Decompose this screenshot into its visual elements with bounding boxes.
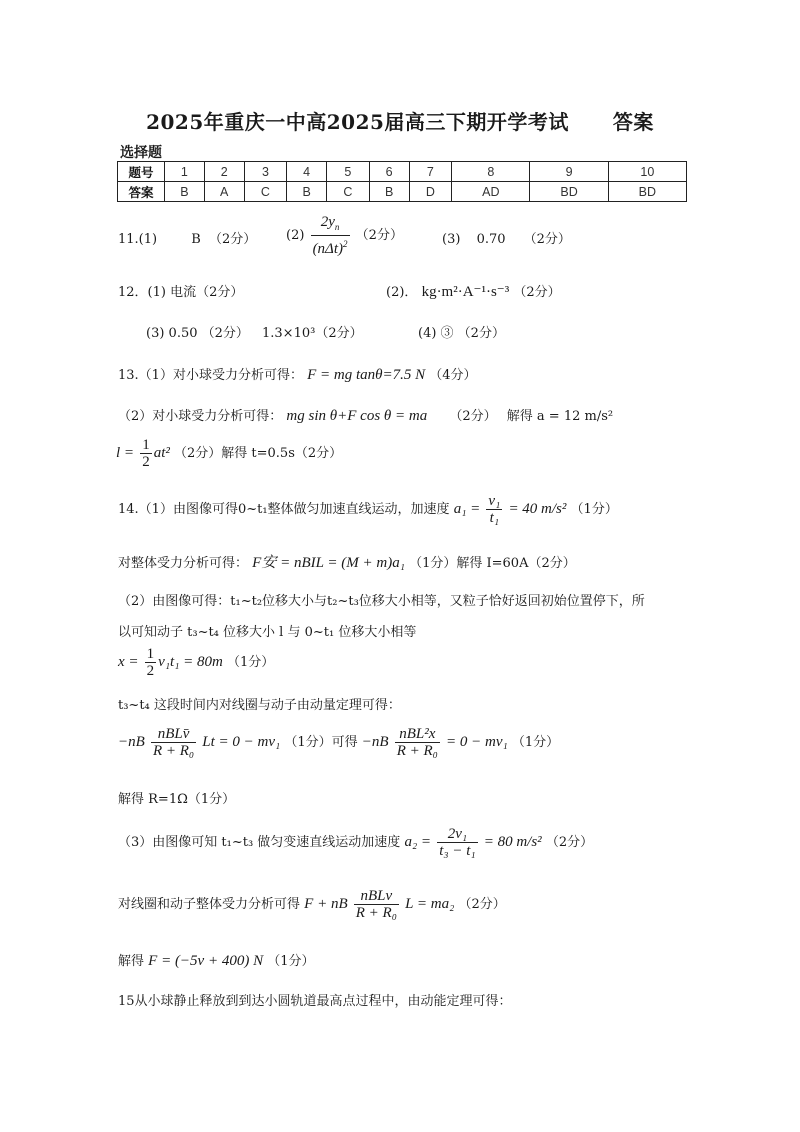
q14-fraction-impulse: $\frac{\text{nBLv̄}}{\text{R + R₀}}$ — [152, 726, 195, 759]
q12-line2b: 1.3×10³（2分） — [262, 326, 363, 341]
table-cell: 10 — [608, 162, 686, 182]
q14-line5: x = $\frac{1}{2}$ v₁t₁ = 80m （1分） — [118, 646, 275, 679]
title-main: 2025年重庆一中高2025届高三下期开学考试 — [146, 110, 569, 134]
q14-line10: 对线圈和动子整体受力分析可得 F + nB $\frac{\text{nBLv}}{\text{R + R₀}}$ L = ma₂ （2分） — [118, 888, 506, 921]
q14-line2: 对整体受力分析可得： F安 = nBIL = (M + m)a₁ （1分）解得 I=60A（2分） — [118, 555, 576, 571]
table-cell: A — [204, 182, 244, 202]
table-cell: B — [369, 182, 409, 202]
q12-line1a: 12．(1) 电流（2分） — [118, 285, 244, 300]
title-suffix: 答案 — [612, 110, 654, 134]
q14-fraction-a2: $\frac{\text{2v₁}}{\text{t₃ − t₁}}$ — [439, 826, 476, 859]
q14-line8: 解得 R=1Ω（1分） — [118, 792, 236, 807]
q14-line4: 以可知动子 t₃~t₄ 位移大小 l 与 0~t₁ 位移大小相等 — [118, 625, 417, 640]
table-row-answers — [118, 182, 687, 202]
table-cell: 1 — [165, 162, 205, 182]
q13-line1: 13.（1）对小球受力分析可得： F = mg tanθ=7.5 N （4分） — [118, 367, 477, 383]
q14-line11: 解得 F = (−5v + 400) N （1分） — [118, 953, 315, 969]
row-header: 题号 — [118, 162, 165, 182]
table-cell: 3 — [244, 162, 287, 182]
q15-line1: 15从小球静止释放到到达小圆轨道最高点过程中，由动能定理可得： — [118, 994, 512, 1009]
q11-fraction: $\frac{2y_n}{(n\Delta t)^2}$ — [312, 214, 348, 257]
q14-fraction-force: $\frac{\text{nBLv}}{\text{R + R₀}}$ — [355, 888, 397, 921]
q14-fraction-impulse-2: $\frac{\text{nBL²x}}{\text{R + R₀}}$ — [396, 726, 438, 759]
q13-fraction: $\frac{1}{2}$ — [142, 437, 150, 470]
q11-part2: (2) $\frac{2y_n}{(n\Delta t)^2}$ （2分） — [286, 214, 403, 257]
table-cell: C — [327, 182, 370, 202]
section-label: 选择题 — [120, 145, 162, 161]
q12-line2a: (3) 0.50 （2分） — [146, 326, 249, 341]
table-cell: 9 — [530, 162, 608, 182]
choice-answer-table — [117, 161, 687, 202]
q14-line9: （3）由图像可知 t₁~t₃ 做匀变速直线运动加速度 a₂ = $\frac{\text{2v₁}}{\text{t₃ − t₁}}$ = 80 m/s² （2分） — [118, 826, 594, 859]
table-cell: 7 — [409, 162, 452, 182]
q11-line: 11.(1) B （2分） — [118, 232, 257, 247]
q13-line2: （2）对小球受力分析可得： mg sin θ+F cos θ = ma （2分） 解得 a = 12 m/s² — [118, 408, 614, 424]
table-cell: 2 — [204, 162, 244, 182]
q14-line6: t₃~t₄ 这段时间内对线圈与动子由动量定理可得： — [118, 698, 401, 713]
table-cell: 8 — [452, 162, 530, 182]
table-cell: BD — [608, 182, 686, 202]
table-cell: B — [287, 182, 327, 202]
table-cell: 4 — [287, 162, 327, 182]
q12-line2c: (4) ③ （2分） — [418, 326, 505, 341]
q11-part3: (3) 0.70 （2分） — [442, 232, 571, 247]
table-row-numbers — [118, 162, 687, 182]
page-title — [0, 106, 800, 135]
q14-line1: 14.（1）由图像可得0~t₁整体做匀加速直线运动，加速度 a₁ = $\frac{\text{v₁}}{\text{t₁}}$ = 40 m/s² （1分） — [118, 493, 618, 526]
table-cell: 6 — [369, 162, 409, 182]
table-cell: BD — [530, 182, 608, 202]
q14-fraction-half: $\frac{1}{2}$ — [146, 646, 155, 679]
table-cell: B — [165, 182, 205, 202]
table-cell: AD — [452, 182, 530, 202]
q14-line3: （2）由图像可得：t₁~t₂位移大小与t₂~t₃位移大小相等，又粒子恰好返回初始位置停下，所 — [118, 594, 645, 609]
table-cell: D — [409, 182, 452, 202]
q14-line7: −nB $\frac{\text{nBLv̄}}{\text{R + R₀}}$ Lt = 0 − mv₁ （1分）可得 −nB $\frac{\text{nBL²x}}{\text{R + R₀}}$ = 0 − mv₁ （1分） — [118, 726, 560, 759]
table-cell: C — [244, 182, 287, 202]
table-cell: 5 — [327, 162, 370, 182]
q14-fraction-a1: $\frac{\text{v₁}}{\text{t₁}}$ — [488, 493, 501, 526]
row-header: 答案 — [118, 182, 165, 202]
q13-line3: l = $\frac{1}{2}$ at² （2分）解得 t=0.5s（2分） — [116, 437, 343, 470]
q12-line1b: (2)． kg·m²·A⁻¹·s⁻³ （2分） — [386, 284, 561, 300]
